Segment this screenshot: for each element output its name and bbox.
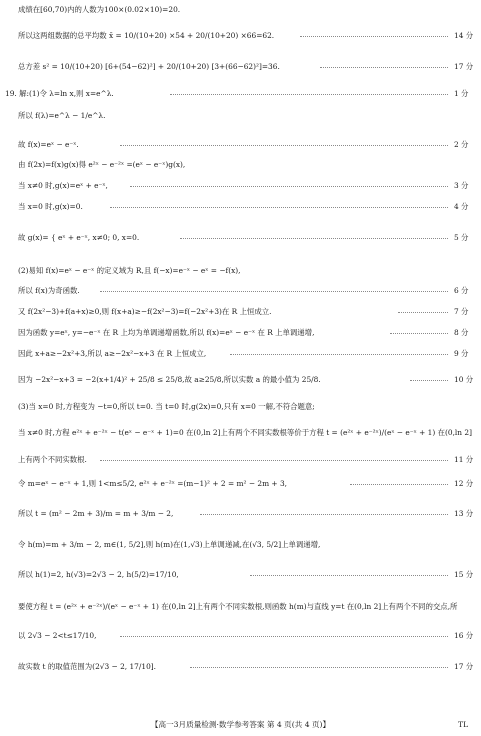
solution-text: 所以 t = (m² − 2m + 3)/m = m + 3/m − 2,	[18, 509, 174, 518]
score-label: 2 分	[454, 140, 469, 149]
dot-leader	[110, 207, 448, 208]
solution-line	[0, 506, 481, 522]
solution-text: 上有两个不同实数根.	[18, 455, 87, 464]
score-label: 13 分	[454, 509, 474, 518]
solution-text: 所以 f(λ)=e^λ − 1/e^λ.	[18, 111, 106, 120]
dot-leader	[100, 460, 448, 461]
solution-text: 所以这两组数据的总平均数 x̄ = 10/(10+20) ×54 + 20/(10+20) ×66=62.	[18, 31, 275, 40]
score-label: 1 分	[454, 89, 469, 98]
score-label: 3 分	[454, 181, 469, 190]
solution-text: 当 x≠0 时,g(x)=eˣ + e⁻ˣ,	[18, 181, 108, 190]
solution-line	[0, 283, 481, 299]
solution-line	[0, 263, 481, 279]
dot-leader	[410, 380, 448, 381]
solution-line	[0, 199, 481, 215]
dot-leader	[300, 36, 448, 37]
score-label: 5 分	[454, 233, 469, 242]
solution-line	[0, 372, 481, 388]
score-label: 14 分	[454, 31, 474, 40]
solution-text: 因为函数 y=eˣ, y=−e⁻ˣ 在 R 上均为单调递增函数,所以 f(x)=eˣ − e⁻ˣ 在 R 上单调递增,	[18, 328, 315, 337]
solution-text: 19. 解:(1)令 λ=ln x,则 x=e^λ.	[5, 89, 114, 98]
solution-line	[0, 346, 481, 362]
solution-line	[0, 59, 481, 75]
solution-text: 所以 h(1)=2, h(√3)=2√3 − 2, h(5/2)=17/10,	[18, 570, 179, 579]
solution-line	[0, 567, 481, 583]
solution-line	[0, 452, 481, 468]
score-label: 11 分	[454, 455, 474, 464]
solution-line	[0, 157, 481, 173]
dot-leader	[320, 67, 448, 68]
score-label: 17 分	[454, 662, 474, 671]
solution-line	[0, 230, 481, 246]
solution-line	[0, 537, 481, 553]
score-label: 10 分	[454, 375, 474, 384]
solution-text: 以 2√3 − 2<t≤17/10,	[18, 631, 97, 640]
dot-leader	[170, 94, 448, 95]
solution-text: (3)当 x=0 时,方程变为 −t=0,所以 t=0. 当 t=0 时,g(2x)=0,只有 x=0 一解,不符合题意;	[18, 402, 315, 411]
page-footer	[0, 718, 481, 732]
solution-line	[0, 628, 481, 644]
dot-leader	[130, 186, 448, 187]
solution-text: 令 m=eˣ − e⁻ˣ + 1,则 1<m≤5/2, e²ˣ + e⁻²ˣ =(m−1)² + 2 = m² − 2m + 3,	[18, 479, 288, 488]
solution-line	[0, 137, 481, 153]
solution-line	[0, 399, 481, 415]
score-label: 4 分	[454, 202, 469, 211]
solution-text: 故实数 t 的取值范围为(2√3 − 2, 17/10].	[18, 662, 157, 671]
solution-text: 令 h(m)=m + 3/m − 2, m∈(1, 5/2],则 h(m)在(1,√3)上单调递减,在(√3, 5/2]上单调递增,	[18, 540, 321, 549]
dot-leader	[120, 145, 448, 146]
solution-line	[0, 2, 481, 18]
score-label: 16 分	[454, 631, 474, 640]
score-label: 9 分	[454, 349, 469, 358]
solution-text: 所以 f(x)为奇函数.	[18, 286, 80, 295]
score-label: 15 分	[454, 570, 474, 579]
solution-line	[0, 304, 481, 320]
score-label: 8 分	[454, 328, 469, 337]
solution-line	[0, 425, 481, 441]
solution-text: 又 f(2x²−3)+f(a+x)≥0,则 f(x+a)≥−f(2x²−3)=f(−2x²+3)在 R 上恒成立.	[18, 307, 272, 316]
solution-line	[0, 325, 481, 341]
solution-line	[0, 28, 481, 44]
solution-text: 故 f(x)=eˣ − e⁻ˣ.	[18, 140, 79, 149]
solution-text: (2)易知 f(x)=eˣ − e⁻ˣ 的定义域为 R,且 f(−x)=e⁻ˣ − eˣ = −f(x),	[18, 266, 241, 275]
solution-line	[0, 599, 481, 615]
dot-leader	[180, 238, 448, 239]
solution-text: 故 g(x)= { eˣ + e⁻ˣ, x≠0; 0, x=0.	[18, 233, 140, 242]
solution-text: 由 f(2x)=f(x)g(x)得 e²ˣ − e⁻²ˣ =(eˣ − e⁻ˣ)g(x),	[18, 160, 186, 169]
dot-leader	[250, 575, 448, 576]
dot-leader	[190, 667, 448, 668]
score-label: 17 分	[454, 62, 474, 71]
score-label: 12 分	[454, 479, 474, 488]
dot-leader	[120, 636, 448, 637]
solution-line	[0, 108, 481, 124]
solution-line	[0, 178, 481, 194]
dot-leader	[230, 354, 448, 355]
dot-leader	[350, 484, 448, 485]
solution-text: 因此 x+a≥−2x²+3,所以 a≥−2x²−x+3 在 R 上恒成立,	[18, 349, 207, 358]
footer-title: 【高一3月质量检测·数学参考答案 第 4 页(共 4 页)】	[150, 720, 331, 729]
dot-leader	[100, 291, 448, 292]
solution-line	[0, 476, 481, 492]
solution-text: 当 x=0 时,g(x)=0.	[18, 202, 83, 211]
solution-text: 当 x≠0 时,方程 e²ˣ + e⁻²ˣ − t(eˣ − e⁻ˣ + 1)=0 在(0,ln 2]上有两个不同实数根等价于方程 t = (e²ˣ + e⁻²ˣ)/(eˣ − e⁻ˣ + 1) 在(0,ln 2]	[18, 428, 472, 437]
footer-code: TL	[458, 720, 469, 729]
solution-text: 因为 −2x²−x+3 = −2(x+1/4)² + 25/8 ≤ 25/8,故 a≥25/8,所以实数 a 的最小值为 25/8.	[18, 375, 321, 384]
dot-leader	[390, 333, 448, 334]
score-label: 6 分	[454, 286, 469, 295]
dot-leader	[398, 312, 448, 313]
solution-text: 总方差 s² = 10/(10+20) [6+(54−62)²] + 20/(10+20) [3+(66−62)²]=36.	[18, 62, 280, 71]
solution-line	[0, 659, 481, 675]
solution-text: 要使方程 t = (e²ˣ + e⁻²ˣ)/(eˣ − e⁻ˣ + 1) 在(0,ln 2]上有两个不同实数根,则函数 h(m)与直线 y=t 在(0,ln 2]上有两个不同的交点,所	[18, 602, 458, 611]
dot-leader	[200, 514, 448, 515]
solution-text: 成绩在[60,70)内的人数为100×(0.02×10)=20.	[18, 5, 181, 14]
solution-line	[0, 86, 481, 102]
score-label: 7 分	[454, 307, 469, 316]
